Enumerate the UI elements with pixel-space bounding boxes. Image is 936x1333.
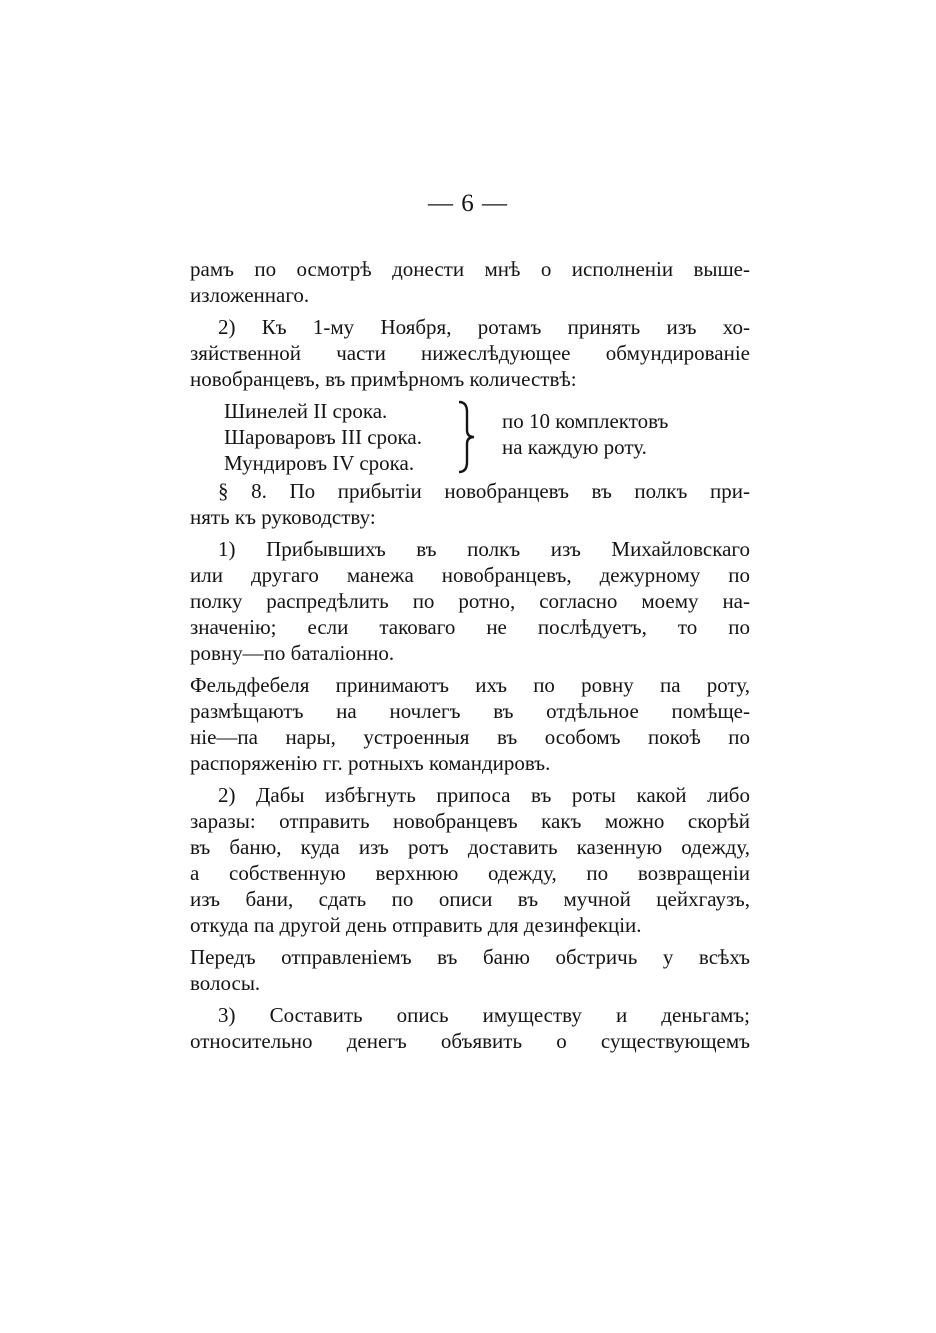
paragraph-3: [190, 478, 750, 530]
text-line: зяйственной части нижеслѣдующее обмундированіе: [190, 341, 750, 365]
text-line: или другаго манежа новобранцевъ, дежурному по: [190, 563, 750, 587]
text-line: относительно денегъ объявить о существующемъ: [190, 1029, 750, 1053]
text-line: нять къ руководству:: [190, 505, 376, 529]
text-line: откуда па другой день отправить для дезинфекціи.: [190, 913, 642, 937]
uniform-item: Шинелей II срока.: [224, 399, 388, 423]
paragraph-8: [190, 1002, 750, 1054]
page-number: — 6 —: [428, 190, 508, 217]
body-text-bottom: [190, 478, 750, 1060]
note-line: на каждую роту.: [502, 435, 647, 459]
text-line: изложеннаго.: [190, 283, 310, 307]
note-line: по 10 комплектовъ: [502, 409, 669, 433]
text-line: § 8. По прибытіи новобранцевъ въ полкъ при-: [218, 479, 750, 503]
text-line: Фельдфебеля принимаютъ ихъ по ровну па роту,: [190, 673, 750, 697]
text-line: изъ бани, сдать по описи въ мучной цейхгаузъ,: [190, 887, 750, 911]
text-line: ніе—па нары, устроенныя въ особомъ покоѣ по: [190, 725, 750, 749]
text-line: 2) Къ 1-му Ноября, ротамъ принять изъ хо-: [218, 315, 750, 339]
paragraph-7: [190, 944, 750, 996]
body-text-top: [190, 256, 750, 484]
text-line: размѣщаютъ на ночлегъ въ отдѣльное помѣще-: [190, 699, 750, 723]
text-line: въ баню, куда изъ ротъ доставить казенную одежду,: [190, 835, 750, 859]
text-line: значенію; если таковаго не послѣдуетъ, то по: [190, 615, 750, 639]
text-line: заразы: отправить новобранцевъ какъ можно скорѣй: [190, 809, 750, 833]
text-line: ровну—по баталіонно.: [190, 641, 395, 665]
paragraph-6: [190, 782, 750, 938]
text-line: полку распредѣлить по ротно, согласно моему на-: [190, 589, 750, 613]
text-line: Передъ отправленіемъ въ баню обстричь у всѣхъ: [190, 945, 750, 969]
text-line: 3) Составить опись имуществу и деньгамъ;: [218, 1003, 750, 1027]
paragraph-5: [190, 672, 750, 776]
uniform-list: [190, 398, 750, 476]
text-line: 1) Прибывшихъ въ полкъ изъ Михайловскаго: [218, 537, 750, 561]
text-line: новобранцевъ, въ примѣрномъ количествѣ:: [190, 367, 577, 391]
paragraph-2: [190, 314, 750, 392]
text-line: 2) Дабы избѣгнуть припоса въ роты какой либо: [218, 783, 750, 807]
uniform-item: Мундировъ IV срока.: [224, 451, 415, 475]
text-line: а собственную верхнюю одежду, по возвращеніи: [190, 861, 750, 885]
paragraph-4: [190, 536, 750, 666]
text-line: рамъ по осмотрѣ донести мнѣ о исполненіи выше-: [190, 257, 750, 281]
curly-brace-icon: [455, 400, 479, 474]
uniform-note: [502, 408, 668, 460]
uniform-item: Шароваровъ III срока.: [224, 425, 422, 449]
uniform-items: [224, 398, 422, 476]
paragraph-1: [190, 256, 750, 308]
text-line: волосы.: [190, 971, 261, 995]
text-line: распоряженію гг. ротныхъ командировъ.: [190, 751, 551, 775]
